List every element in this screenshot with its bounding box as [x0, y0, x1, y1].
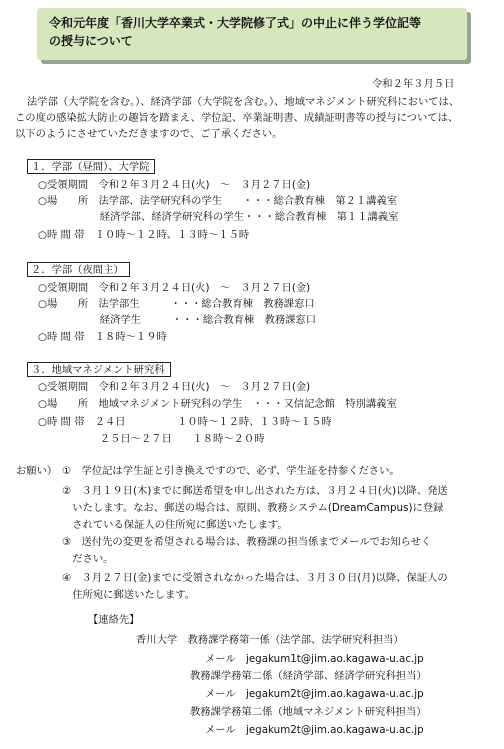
- section-1-line-4: ○時 間 帯 １０時～１２時、１３時～１５時: [38, 229, 250, 241]
- title-line-2: の授与について: [49, 34, 133, 48]
- section-2-heading: ２．学部（夜間主）: [27, 262, 130, 277]
- contact-email-3: メール jegakum2t@jim.ao.kagawa-u.ac.jp: [205, 724, 424, 736]
- contact-line-3: 教務課学務第二係（地域マネジメント研究科担当）: [190, 706, 427, 718]
- intro-line-2: この度の感染拡大防止の趣旨を踏まえ、学位記、卒業証明書、成績証明書等の授与については、: [15, 112, 459, 124]
- request-line-2: ② ３月１９日(木)までに郵送希望を申し出された方は、３月２４日(火)以降、発送: [62, 485, 448, 497]
- section-2-line-4: ○時 間 帯 １８時～１９時: [38, 331, 167, 343]
- request-line-3: いたします。なお、郵送の場合は、原則、教務システム(DreamCampus)に登録: [62, 502, 444, 514]
- section-3-line-1: ○受領期間 令和２年３月２４日(火) ～ ３月２７日(金): [38, 381, 311, 393]
- title-box: [37, 8, 467, 60]
- section-3-line-3: ○時 間 帯 ２４日 １０時～１２時、１３時～１５時: [38, 416, 332, 428]
- section-2-line-1: ○受領期間 令和２年３月２４日(火) ～ ３月２７日(金): [38, 282, 311, 294]
- title-line-1: 令和元年度「香川大学卒業式・大学院修了式」の中止に伴う学位記等: [49, 16, 422, 30]
- request-line-8: 住所宛に郵送いたします。: [62, 589, 196, 601]
- contact-heading: 【連絡先】: [88, 614, 140, 626]
- intro-line-1: 法学部（大学院を含む。）、経済学部（大学院を含む。）、地域マネジメント研究科においては、: [27, 96, 460, 108]
- section-1-line-3: 経済学部、経済学研究科の学生・・・総合教育棟 第１１講義室: [38, 211, 399, 223]
- contact-email-2: メール jegakum2t@jim.ao.kagawa-u.ac.jp: [205, 688, 424, 700]
- section-1-line-2: ○場 所 法学部、法学研究科の学生 ・・・総合教育棟 第２１講義室: [38, 195, 398, 207]
- requests-label: お願い）: [16, 465, 58, 477]
- section-3-line-4: ２５日～２７日 １８時～２０時: [38, 433, 265, 445]
- request-line-1: ① 学位記は学生証と引き換えですので、必ず、学生証を持参ください。: [62, 465, 400, 477]
- document-date: 令和２年３月５日: [372, 78, 455, 90]
- section-1-heading: １．学部（昼間）、大学院: [27, 159, 155, 174]
- request-line-5: ③ 送付先の変更を希望される場合は、教務課の担当係までメールでお知らせく: [62, 536, 432, 548]
- section-2-line-2: ○場 所 法学部生 ・・・総合教育棟 教務課窓口: [38, 298, 315, 310]
- section-2-line-3: 経済学生 ・・・総合教育棟 教務課窓口: [38, 314, 317, 326]
- section-3-line-2: ○場 所 地域マネジメント研究科の学生 ・・・又信記念館 特別講義室: [38, 398, 397, 410]
- contact-email-1: メール jegakum1t@jim.ao.kagawa-u.ac.jp: [205, 653, 424, 665]
- section-3-heading: ３．地域マネジメント研究科: [27, 362, 171, 377]
- request-line-7: ④ ３月２７日(金)までに受領されなかった場合は、３月３０日(月)以降、保証人の: [62, 572, 448, 584]
- intro-line-3: 以下のようにさせていただきますので、ご了承ください。: [15, 128, 283, 140]
- contact-line-1: 香川大学 教務課学務第一係（法学部、法学研究科担当）: [136, 634, 404, 646]
- request-line-6: ださい。: [62, 553, 114, 565]
- contact-line-2: 教務課学務第二係（経済学部、経済学研究科担当）: [190, 670, 427, 682]
- request-line-4: されている保証人の住所宛に郵送いたします。: [62, 519, 288, 531]
- section-1-line-1: ○受領期間 令和２年３月２４日(火) ～ ３月２７日(金): [38, 179, 311, 191]
